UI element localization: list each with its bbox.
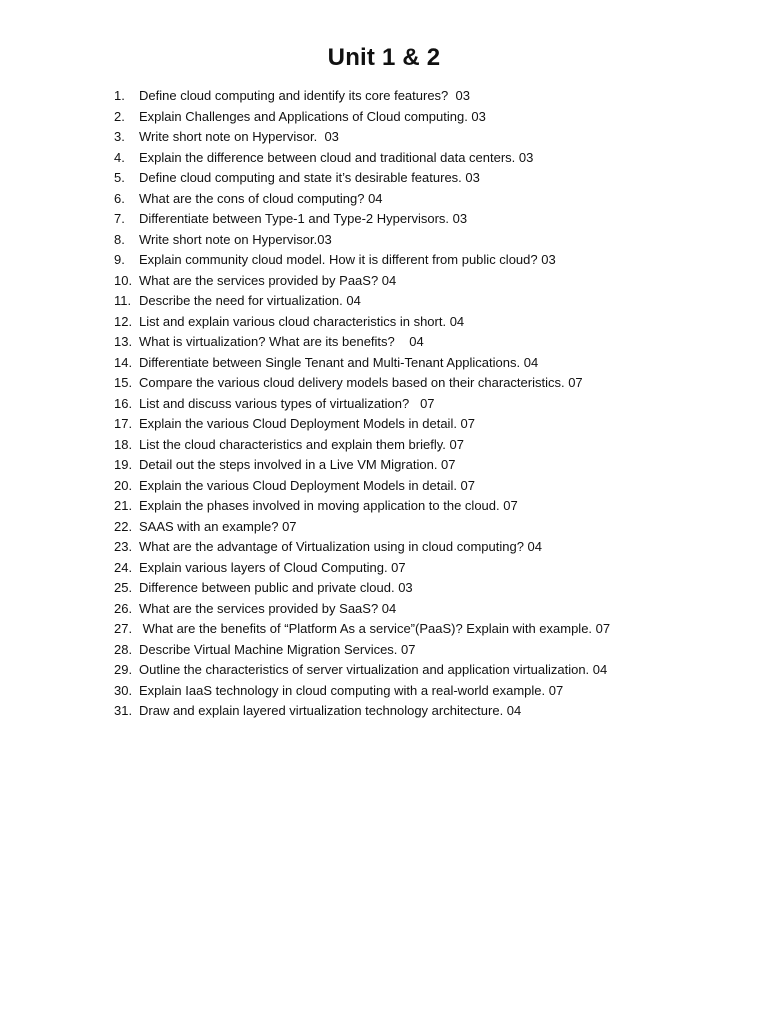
question-number: 14. [114,354,133,370]
question-text: Outline the characteristics of server virtualization and application virtualization. 04 [139,662,608,677]
question-number: 19. [114,457,133,472]
question-item [114,660,734,681]
question-number: 11. [114,293,132,308]
question-item [114,599,734,620]
question-text: Define cloud computing and identify its core features? 03 [139,88,470,103]
question-item [114,394,734,415]
question-item [114,640,734,661]
question-item [114,250,734,271]
question-number: 10. [114,272,133,288]
question-text: Describe the need for virtualization. 04 [139,293,361,308]
question-text: Explain the various Cloud Deployment Models in detail. 07 [139,416,476,431]
question-number: 31. [114,703,133,718]
question-item [114,496,734,517]
question-number: 20. [114,477,133,493]
question-text: What are the benefits of “Platform As a service”(PaaS)? Explain with example. 07 [139,621,611,636]
question-text: Explain Challenges and Applications of Cloud computing. 03 [139,108,486,124]
question-item [114,537,734,558]
question-item [114,209,734,230]
question-item [114,332,734,353]
question-number: 1. [114,88,125,103]
question-item [114,701,734,722]
question-item [114,230,734,251]
question-text: Write short note on Hypervisor. 03 [139,129,339,144]
question-text: Explain the phases involved in moving application to the cloud. 07 [139,498,518,513]
question-number: 16. [114,395,133,411]
question-number: 24. [114,559,133,575]
question-item [114,578,734,599]
question-item [114,476,734,497]
question-number: 7. [114,211,125,226]
question-number: 5. [114,170,125,185]
question-text: Differentiate between Single Tenant and Multi-Tenant Applications. 04 [139,354,539,370]
question-item [114,107,734,128]
question-list [114,86,734,722]
question-number: 23. [114,539,133,554]
question-number: 4. [114,149,125,165]
question-item [114,517,734,538]
page-title: Unit 1 & 2 [327,44,441,71]
question-text: Detail out the steps involved in a Live VM Migration. 07 [139,457,456,472]
question-number: 6. [114,190,125,206]
question-item [114,373,734,394]
question-text: What are the services provided by PaaS? 04 [139,272,397,288]
question-item [114,435,734,456]
question-text: Explain the difference between cloud and traditional data centers. 03 [139,149,534,165]
question-number: 30. [114,682,133,698]
question-item [114,455,734,476]
question-text: What is virtualization? What are its benefits? 04 [139,334,424,349]
question-text: Difference between public and private cloud. 03 [139,580,413,595]
question-text: Compare the various cloud delivery models based on their characteristics. 07 [139,375,583,390]
question-text: List and explain various cloud characteristics in short. 04 [139,313,465,329]
question-text: Differentiate between Type-1 and Type-2 Hypervisors. 03 [139,211,468,226]
question-item [114,312,734,333]
question-number: 26. [114,600,133,616]
question-text: What are the cons of cloud computing? 04 [139,190,383,206]
question-item [114,414,734,435]
question-number: 18. [114,436,133,452]
question-text: Define cloud computing and state it’s desirable features. 03 [139,170,480,185]
question-item [114,189,734,210]
question-item [114,86,734,107]
question-item [114,168,734,189]
question-text: Draw and explain layered virtualization technology architecture. 04 [139,703,522,718]
question-number: 2. [114,108,125,124]
question-item [114,681,734,702]
question-item [114,148,734,169]
question-text: SAAS with an example? 07 [139,518,297,534]
question-number: 27. [114,621,133,636]
question-text: Explain IaaS technology in cloud computing with a real-world example. 07 [139,682,564,698]
question-text: Write short note on Hypervisor.03 [139,231,332,247]
question-item [114,558,734,579]
question-text: Explain various layers of Cloud Computing. 07 [139,559,406,575]
question-text: Explain the various Cloud Deployment Models in detail. 07 [139,477,476,493]
question-number: 15. [114,375,133,390]
question-text: List the cloud characteristics and explain them briefly. 07 [139,436,464,452]
question-number: 8. [114,231,125,247]
question-text: What are the services provided by SaaS? 04 [139,600,397,616]
question-number: 22. [114,518,133,534]
question-number: 12. [114,313,133,329]
question-item [114,619,734,640]
question-number: 25. [114,580,133,595]
question-number: 3. [114,129,125,144]
question-number: 13. [114,334,133,349]
question-number: 9. [114,252,125,267]
question-text: Describe Virtual Machine Migration Services. 07 [139,641,416,657]
question-text: What are the advantage of Virtualization using in cloud computing? 04 [139,539,543,554]
question-text: Explain community cloud model. How it is different from public cloud? 03 [139,252,556,267]
question-number: 28. [114,641,133,657]
question-number: 29. [114,662,133,677]
question-item [114,291,734,312]
question-item [114,353,734,374]
question-number: 21. [114,498,133,513]
question-text: List and discuss various types of virtualization? 07 [139,395,435,411]
question-item [114,127,734,148]
question-item [114,271,734,292]
question-number: 17. [114,416,133,431]
